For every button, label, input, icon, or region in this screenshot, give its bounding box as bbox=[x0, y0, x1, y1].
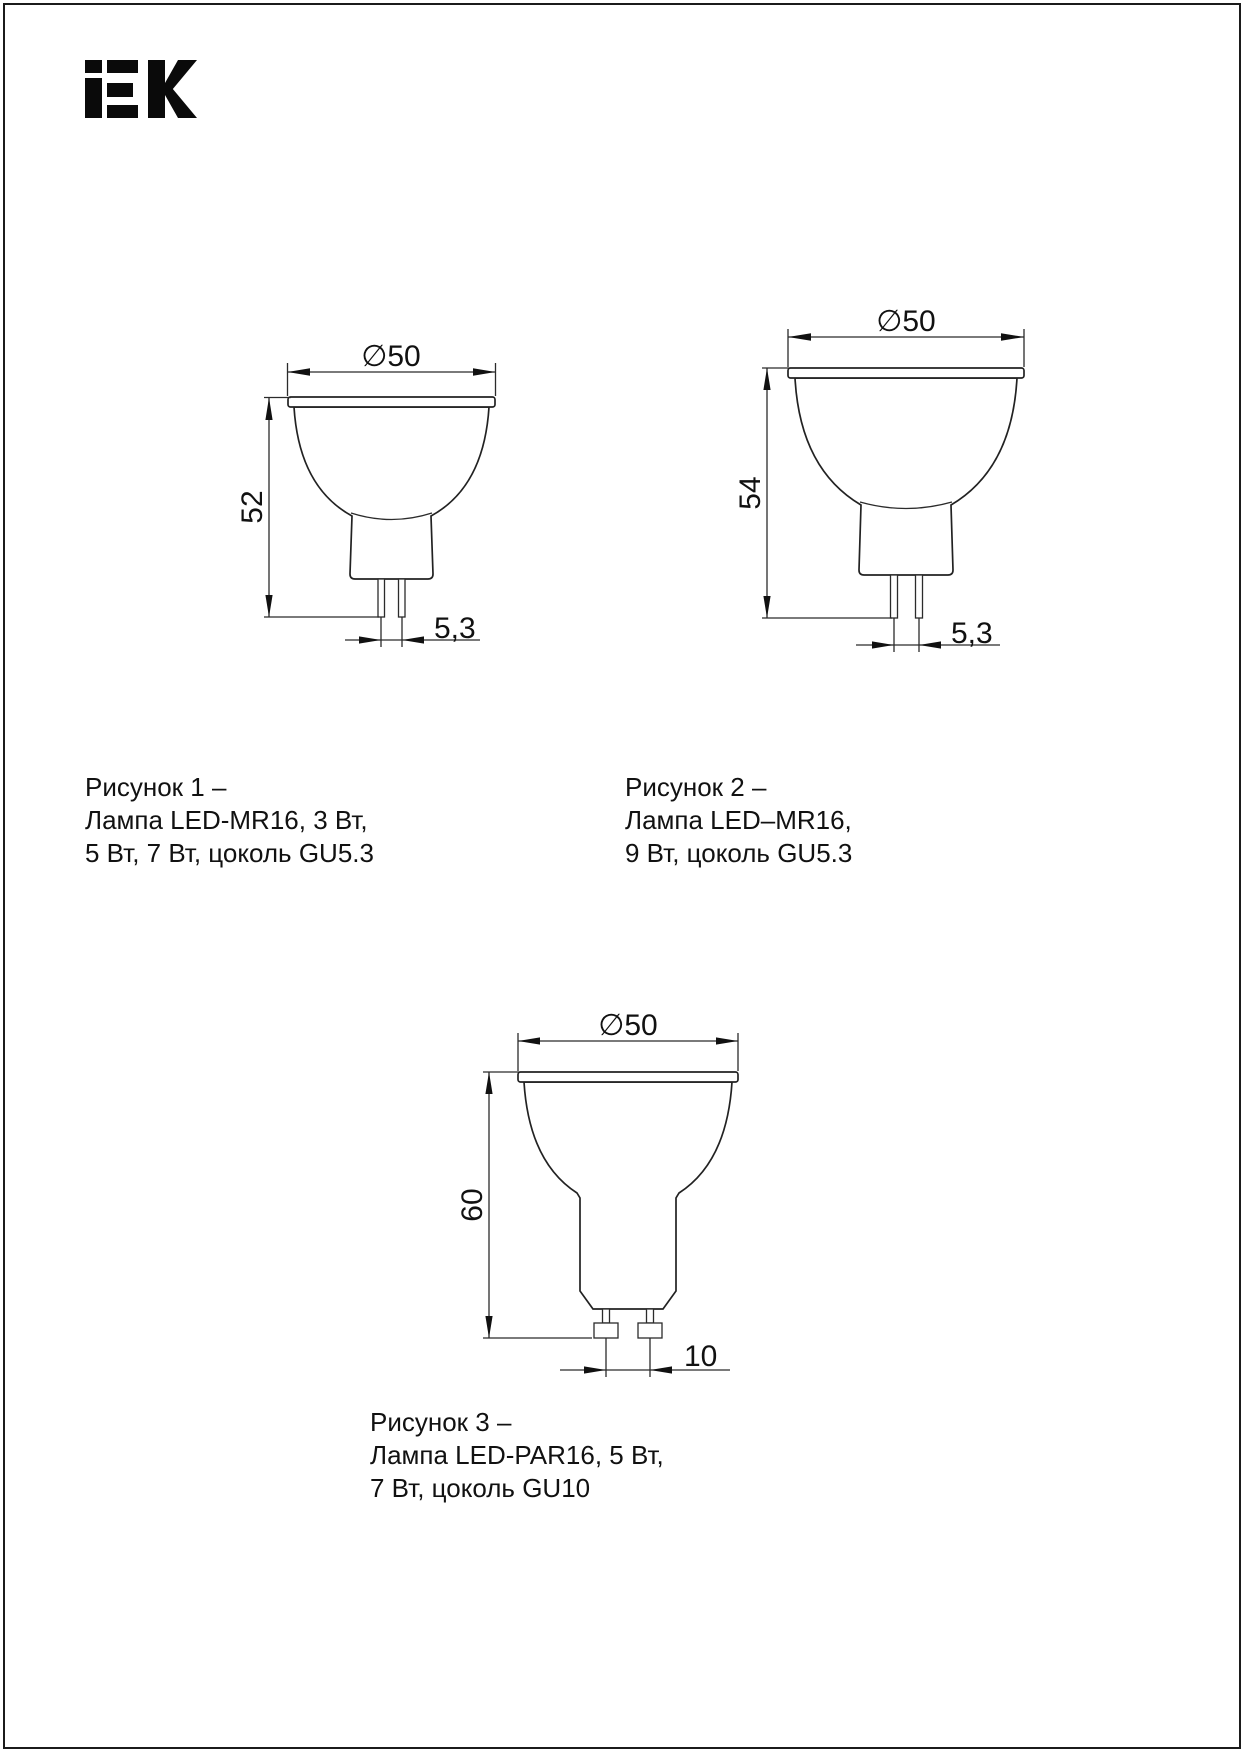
dim-arrow-down bbox=[265, 595, 272, 617]
lamp-pin-stem-right bbox=[647, 1309, 654, 1323]
lamp-body-outline bbox=[294, 407, 489, 579]
caption-line: 7 Вт, цоколь GU10 bbox=[370, 1473, 591, 1503]
dim-arrow-up bbox=[763, 368, 770, 390]
dim-label-diameter: ∅50 bbox=[876, 305, 936, 338]
logo-i-dot bbox=[85, 60, 102, 73]
lamp-pin-left bbox=[891, 575, 898, 618]
lamp-pin-right bbox=[916, 575, 923, 618]
lamp-top-flange bbox=[788, 368, 1024, 378]
lamp-top-flange bbox=[288, 397, 495, 407]
dim-arrow-right bbox=[473, 368, 496, 376]
caption-line: Лампа LED-MR16, 3 Вт, bbox=[85, 805, 368, 835]
dim-label-diameter: ∅50 bbox=[598, 1009, 658, 1042]
dim-arrow-up bbox=[485, 1072, 492, 1094]
caption-line: 5 Вт, 7 Вт, цоколь GU5.3 bbox=[85, 838, 374, 868]
lamp-pin-right bbox=[399, 579, 406, 617]
logo-e-top-bar bbox=[107, 60, 138, 73]
logo-k-upper-diagonal bbox=[165, 60, 197, 90]
dim-label-height: 60 bbox=[456, 1188, 489, 1222]
caption-line: 9 Вт, цоколь GU5.3 bbox=[625, 838, 853, 868]
dim-arrow-down bbox=[485, 1316, 492, 1338]
figure-3-drawing bbox=[445, 1005, 740, 1390]
dim-label-height: 52 bbox=[236, 490, 269, 524]
logo-i-stem bbox=[85, 78, 102, 118]
dim-arrow-right bbox=[1001, 333, 1024, 341]
lamp-pin-stem-left bbox=[603, 1309, 610, 1323]
dim-arrow-left bbox=[359, 636, 381, 643]
figure-1-drawing bbox=[235, 300, 505, 655]
caption-figure-2 bbox=[625, 771, 852, 870]
logo-k-lower-diagonal bbox=[165, 88, 197, 118]
lamp-body-outline bbox=[524, 1082, 732, 1309]
lamp-pin-left bbox=[378, 579, 385, 617]
logo-k-stem bbox=[148, 60, 165, 118]
caption-line: Рисунок 2 – bbox=[625, 772, 767, 802]
lamp-top-flange bbox=[518, 1072, 738, 1082]
dim-arrow-left bbox=[288, 368, 311, 376]
caption-figure-3 bbox=[370, 1406, 664, 1505]
dim-label-pins: 5,3 bbox=[434, 612, 476, 645]
dim-arrow-left bbox=[584, 1366, 606, 1373]
logo-e-bottom-bar bbox=[107, 105, 138, 118]
logo-e-mid-bar bbox=[107, 83, 133, 97]
dim-label-height: 54 bbox=[734, 476, 767, 510]
caption-line: Рисунок 1 – bbox=[85, 772, 227, 802]
figure-2-drawing bbox=[725, 295, 1045, 660]
lamp-pin-knob-left bbox=[594, 1323, 618, 1338]
dim-arrow-right bbox=[919, 641, 941, 648]
dim-arrow-right bbox=[716, 1037, 738, 1044]
lamp-pin-knob-right bbox=[638, 1323, 662, 1338]
dim-arrow-left bbox=[518, 1037, 540, 1044]
dim-label-diameter: ∅50 bbox=[361, 340, 421, 373]
caption-line: Рисунок 3 – bbox=[370, 1407, 512, 1437]
dim-arrow-right bbox=[650, 1366, 672, 1373]
iek-logo bbox=[85, 58, 205, 120]
caption-figure-1 bbox=[85, 771, 374, 870]
dim-arrow-up bbox=[265, 398, 272, 421]
dim-label-pins: 5,3 bbox=[951, 617, 993, 650]
dim-arrow-right bbox=[402, 636, 424, 643]
dim-label-pins: 10 bbox=[684, 1340, 718, 1373]
dim-arrow-left bbox=[872, 641, 894, 648]
caption-line: Лампа LED-PAR16, 5 Вт, bbox=[370, 1440, 664, 1470]
dim-arrow-left bbox=[788, 333, 811, 341]
dim-arrow-down bbox=[763, 596, 770, 618]
lamp-body-outline bbox=[795, 378, 1017, 575]
caption-line: Лампа LED–MR16, bbox=[625, 805, 852, 835]
